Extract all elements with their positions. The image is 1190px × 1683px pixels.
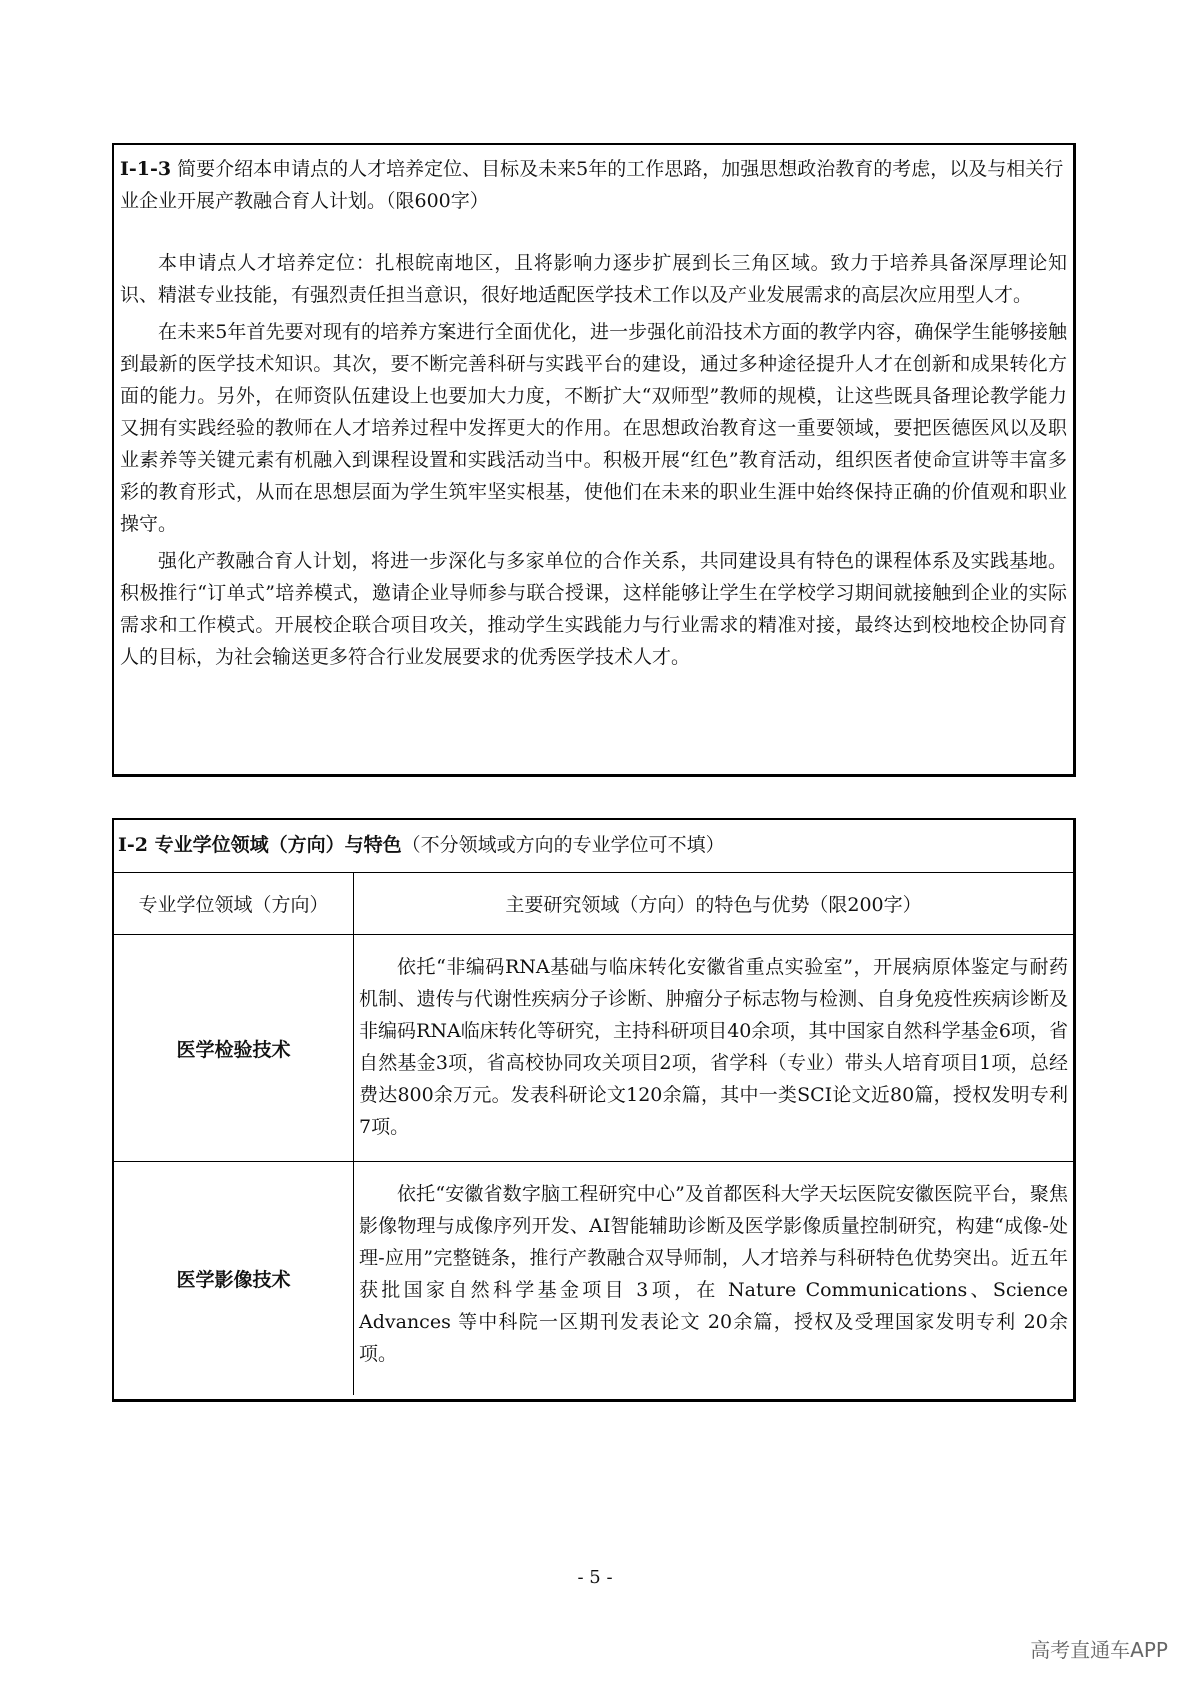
section-title: 简要介绍本申请点的人才培养定位、目标及未来5年的工作思路，加强思想政治教育的考虑，以及与相关行业企业开展产教融合育人计划。（限600字）: [120, 158, 1064, 212]
field-name: 医学检验技术: [114, 935, 354, 1162]
field-description: [354, 935, 1073, 1162]
section-i-1-3: [112, 143, 1076, 777]
column-header-field: 专业学位领域（方向）: [114, 873, 354, 935]
section-body: [120, 247, 1067, 673]
section-code: I-2: [118, 834, 148, 856]
description-text: 依托“安徽省数字脑工程研究中心”及首都医科大学天坛医院安徽医院平台，聚焦影像物理与成像序列开发、AI智能辅助诊断及医学影像质量控制研究，构建“成像-处理-应用”完整链条，推行产教融合双导师制，人才培养与科研特色优势突出。近五年获批国家自然科学基金项目 3项，在 Nature Communications、Science Advances 等中科院一区期刊发表论文 20余篇，授权及受理国家发明专利 20余项。: [359, 1183, 1068, 1365]
page-number: - 5 -: [577, 1567, 613, 1588]
fields-table: [114, 873, 1073, 1395]
section-code: I-1-3: [120, 158, 172, 180]
field-name: 医学影像技术: [114, 1162, 354, 1395]
section-i-2: [112, 818, 1076, 1402]
description-text: 依托“非编码RNA基础与临床转化安徽省重点实验室”，开展病原体鉴定与耐药机制、遗传与代谢性疾病分子诊断、肿瘤分子标志物与检测、自身免疫性疾病诊断及非编码RNA临床转化等研究，主持科研项目40余项，其中国家自然科学基金6项，省自然基金3项，省高校协同攻关项目2项，省学科（专业）带头人培育项目1项，总经费达800余万元。发表科研论文120余篇，其中一类SCI论文近80篇，授权发明专利7项。: [359, 956, 1068, 1138]
paragraph-positioning: 本申请点人才培养定位：扎根皖南地区，且将影响力逐步扩展到长三角区域。致力于培养具备深厚理论知识、精湛专业技能，有强烈责任担当意识，很好地适配医学技术工作以及产业发展需求的高层次应用型人才。: [120, 252, 1067, 306]
section-title: 专业学位领域（方向）与特色: [154, 834, 402, 856]
paragraph-industry-integration: 强化产教融合育人计划，将进一步深化与多家单位的合作关系，共同建设具有特色的课程体系及实践基地。积极推行“订单式”培养模式，邀请企业导师参与联合授课，这样能够让学生在学校学习期间就接触到企业的实际需求和工作模式。开展校企联合项目攻关，推动学生实践能力与行业需求的精准对接，最终达到校地校企协同育人的目标，为社会输送更多符合行业发展要求的优秀医学技术人才。: [120, 550, 1067, 668]
paragraph-five-year-plan: 在未来5年首先要对现有的培养方案进行全面优化，进一步强化前沿技术方面的教学内容，确保学生能够接触到最新的医学技术知识。其次，要不断完善科研与实践平台的建设，通过多种途径提升人才在创新和成果转化方面的能力。另外，在师资队伍建设上也要加大力度，不断扩大“双师型”教师的规模，让这些既具备理论教学能力又拥有实践经验的教师在人才培养过程中发挥更大的作用。在思想政治教育这一重要领域，要把医德医风以及职业素养等关键元素有机融入到课程设置和实践活动当中。积极开展“红色”教育活动，组织医者使命宣讲等丰富多彩的教育形式，从而在思想层面为学生筑牢坚实根基，使他们在未来的职业生涯中始终保持正确的价值观和职业操守。: [120, 321, 1067, 535]
section-heading: [114, 818, 1073, 873]
watermark: 高考直通车APP: [1030, 1638, 1168, 1662]
section-heading: [120, 153, 1067, 217]
section-note: （不分领域或方向的专业学位可不填）: [401, 834, 725, 856]
field-description: [354, 1162, 1073, 1395]
column-header-features: 主要研究领域（方向）的特色与优势（限200字）: [354, 873, 1073, 935]
